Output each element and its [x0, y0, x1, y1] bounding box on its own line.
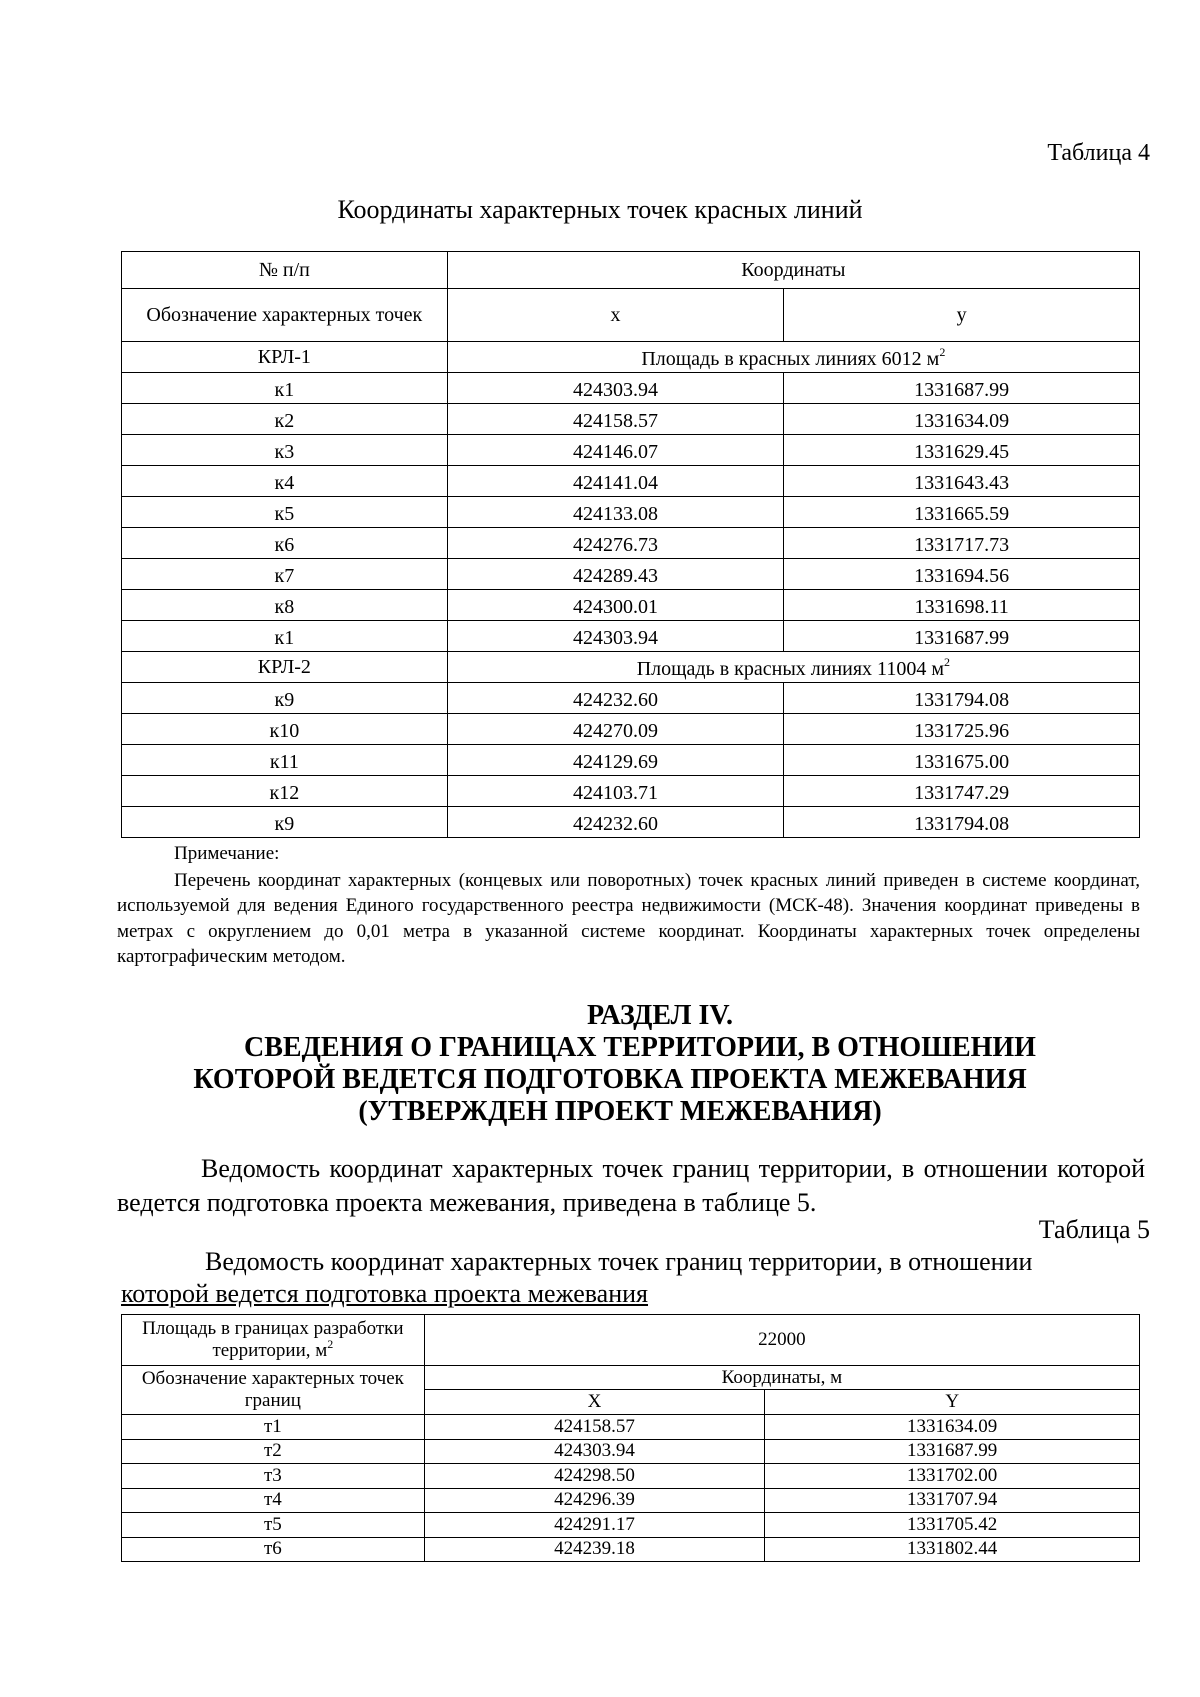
cell-x: 424289.43 [447, 559, 784, 590]
cell-y: 1331698.11 [784, 590, 1140, 621]
cell-y: 1331634.09 [765, 1415, 1140, 1440]
cell-x: 424270.09 [447, 714, 784, 745]
table-row [122, 776, 1140, 807]
t4-header-coords: Координаты [447, 252, 1139, 289]
cell-x: 424300.01 [447, 590, 784, 621]
table-row [122, 528, 1140, 559]
table-row [122, 559, 1140, 590]
t5-area-value: 22000 [424, 1315, 1139, 1366]
t4-header-y: y [784, 289, 1140, 342]
table-row [122, 683, 1140, 714]
intro-paragraph: Ведомость координат характерных точек границ территории, в отношении которой ведется подготовка проекта межевания, приведена в таблице 5. [117, 1154, 1145, 1217]
cell-y: 1331794.08 [784, 683, 1140, 714]
cell-x: 424158.57 [447, 404, 784, 435]
cell-x: 424298.50 [424, 1464, 765, 1489]
cell-y: 1331687.99 [784, 373, 1140, 404]
group-area: Площадь в красных линиях 11004 $м^2$ [447, 652, 1139, 683]
cell-y: 1331665.59 [784, 497, 1140, 528]
cell-x: 424291.17 [424, 1513, 765, 1538]
group-area: Площадь в красных линиях 6012 $м^2$ [447, 342, 1139, 373]
cell-pt: к3 [122, 435, 448, 466]
cell-y: 1331747.29 [784, 776, 1140, 807]
cell-x: 424303.94 [447, 621, 784, 652]
section-heading [0, 1000, 1200, 1128]
t4-header-points: Обозначение характерных точек [122, 289, 448, 342]
cell-pt: к9 [122, 807, 448, 838]
cell-x: 424103.71 [447, 776, 784, 807]
table5 [121, 1314, 1140, 1562]
section-line-2: СВЕДЕНИЯ О ГРАНИЦАХ ТЕРРИТОРИИ, В ОТНОШЕНИИ [244, 1032, 1036, 1063]
cell-pt: к11 [122, 745, 448, 776]
section-line-4: (УТВЕРЖДЕН ПРОЕКТ МЕЖЕВАНИЯ) [358, 1096, 882, 1127]
group-name: КРЛ-1 [122, 342, 448, 373]
cell-pt: к5 [122, 497, 448, 528]
t5-points-label: Обозначение характерных точек границ [122, 1366, 425, 1415]
table-row [122, 745, 1140, 776]
cell-x: 424239.18 [424, 1537, 765, 1562]
t5-coords-label: Координаты, м [424, 1366, 1139, 1390]
cell-x: 424158.57 [424, 1415, 765, 1440]
cell-y: 1331687.99 [765, 1439, 1140, 1464]
cell-y: 1331675.00 [784, 745, 1140, 776]
table-row [122, 590, 1140, 621]
group-row [122, 342, 1140, 373]
cell-y: 1331705.42 [765, 1513, 1140, 1538]
cell-pt: т6 [122, 1537, 425, 1562]
table4 [121, 251, 1140, 838]
cell-x: 424133.08 [447, 497, 784, 528]
group-row [122, 652, 1140, 683]
table-row [122, 1488, 1140, 1513]
cell-x: 424232.60 [447, 807, 784, 838]
table-row [122, 404, 1140, 435]
cell-y: 1331802.44 [765, 1537, 1140, 1562]
cell-pt: т3 [122, 1464, 425, 1489]
table-row [122, 807, 1140, 838]
cell-y: 1331794.08 [784, 807, 1140, 838]
table-row [122, 373, 1140, 404]
cell-pt: т4 [122, 1488, 425, 1513]
cell-pt: к4 [122, 466, 448, 497]
table-row [122, 1513, 1140, 1538]
table5-caption-line-2: которой ведется подготовка проекта межевания [121, 1279, 649, 1308]
cell-pt: к7 [122, 559, 448, 590]
table-row [122, 435, 1140, 466]
cell-pt: к12 [122, 776, 448, 807]
cell-y: 1331707.94 [765, 1488, 1140, 1513]
cell-pt: к9 [122, 683, 448, 714]
cell-x: 424276.73 [447, 528, 784, 559]
t4-header-num: № п/п [122, 252, 448, 289]
cell-y: 1331717.73 [784, 528, 1140, 559]
cell-y: 1331687.99 [784, 621, 1140, 652]
t5-y-label: Y [765, 1390, 1140, 1415]
section-line-1: РАЗДЕЛ IV. [586, 1000, 734, 1031]
group-name: КРЛ-2 [122, 652, 448, 683]
cell-y: 1331634.09 [784, 404, 1140, 435]
cell-y: 1331643.43 [784, 466, 1140, 497]
cell-x: 424146.07 [447, 435, 784, 466]
table5-caption [121, 1246, 1141, 1310]
cell-pt: т5 [122, 1513, 425, 1538]
cell-x: 424303.94 [424, 1439, 765, 1464]
t5-x-label: X [424, 1390, 765, 1415]
cell-pt: к8 [122, 590, 448, 621]
cell-x: 424296.39 [424, 1488, 765, 1513]
table-row [122, 1415, 1140, 1440]
t4-header-x: x [447, 289, 784, 342]
table-row [122, 497, 1140, 528]
cell-x: 424129.69 [447, 745, 784, 776]
cell-y: 1331629.45 [784, 435, 1140, 466]
cell-y: 1331702.00 [765, 1464, 1140, 1489]
cell-pt: к2 [122, 404, 448, 435]
note-title: Примечание: [174, 843, 280, 864]
table4-label: Таблица 4 [1047, 140, 1150, 166]
table-row [122, 714, 1140, 745]
cell-pt: к1 [122, 373, 448, 404]
section-line-3: КОТОРОЙ ВЕДЕТСЯ ПОДГОТОВКА ПРОЕКТА МЕЖЕВАНИЯ [193, 1064, 1027, 1095]
table4-title: Координаты характерных точек красных линий [337, 195, 863, 224]
cell-x: 424303.94 [447, 373, 784, 404]
cell-x: 424232.60 [447, 683, 784, 714]
cell-pt: к6 [122, 528, 448, 559]
table-row [122, 1464, 1140, 1489]
table-row [122, 621, 1140, 652]
table5-label: Таблица 5 [1038, 1215, 1150, 1244]
cell-pt: к1 [122, 621, 448, 652]
note-text: Перечень координат характерных (концевых или поворотных) точек красных линий приведен в системе координат, используемой для ведения Единого государственного реестра недвижимости (МСК-48). Значения координат приведены в метрах с округлением до 0,01 метра в указанной системе координат. Координаты характерных точек определены картографическим методом. [117, 870, 1140, 967]
t5-area-label: Площадь в границах разработки территории, $м^2$ [122, 1315, 425, 1366]
table-row [122, 1439, 1140, 1464]
cell-pt: т2 [122, 1439, 425, 1464]
cell-y: 1331694.56 [784, 559, 1140, 590]
cell-pt: к10 [122, 714, 448, 745]
cell-pt: т1 [122, 1415, 425, 1440]
cell-y: 1331725.96 [784, 714, 1140, 745]
table-row [122, 466, 1140, 497]
table5-caption-line-1: Ведомость координат характерных точек границ территории, в отношении [205, 1247, 1033, 1276]
table-row [122, 1537, 1140, 1562]
cell-x: 424141.04 [447, 466, 784, 497]
